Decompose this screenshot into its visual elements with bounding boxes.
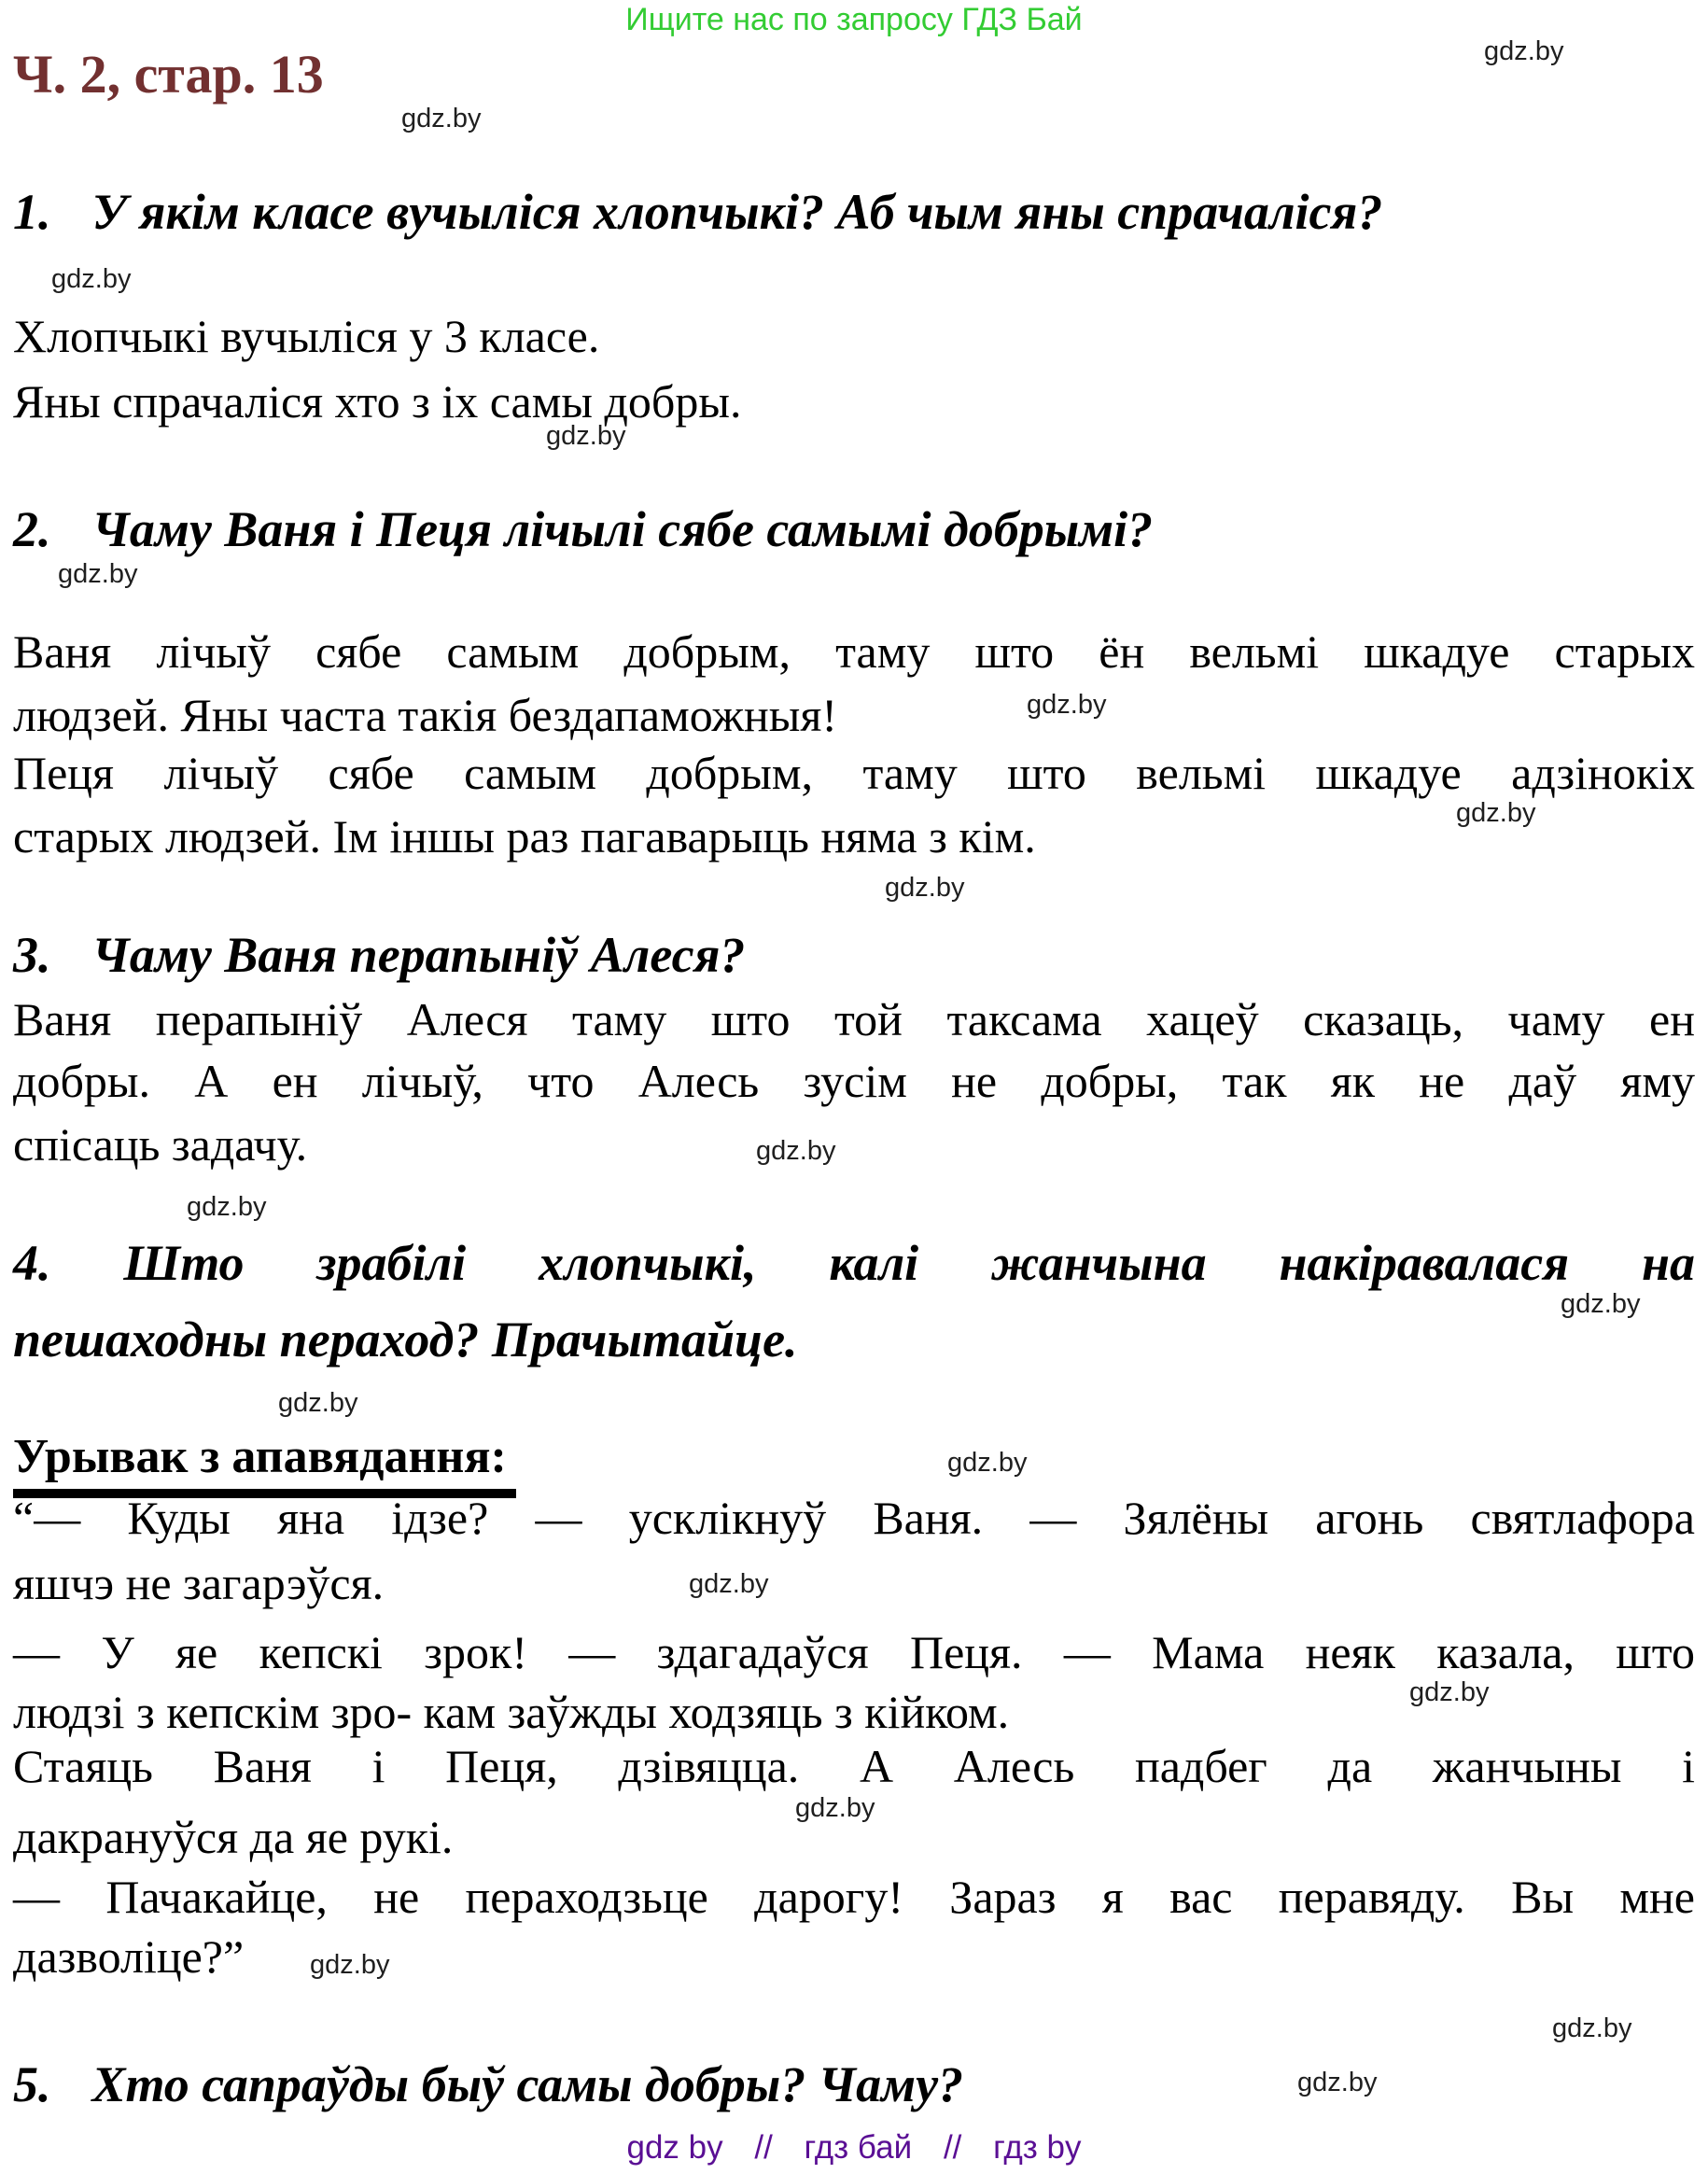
gdz-watermark: gdz.by [1552, 2013, 1632, 2043]
question-3-text: Чаму Ваня перапыніў Алеся? [91, 927, 746, 983]
gdz-watermark: gdz.by [51, 264, 132, 294]
answer-3-line-1: Ваня перапыніў Алеся таму што той таксама хацеў сказаць, чаму ен [13, 993, 1695, 1045]
footer-link-gdz-bai[interactable]: гдз бай [804, 2129, 913, 2166]
gdz-watermark: gdz.by [947, 1448, 1028, 1478]
gdz-watermark: gdz.by [58, 559, 138, 589]
question-1 [13, 183, 1695, 241]
question-3-number: 3. [13, 927, 51, 983]
question-4-line-2: пешаходны пераход? Прачытайце. [13, 1311, 798, 1368]
gdz-watermark: gdz.by [1297, 2068, 1378, 2097]
question-1-number: 1. [13, 184, 51, 240]
answer-2-p2-line-1: Пеця лічыў сябе самым добрым, таму што вельмі шкадуе адзінокіх [13, 747, 1695, 799]
promo-banner: Ищите нас по запросу ГДЗ Бай [625, 2, 1083, 37]
excerpt-p1-line-1: “— Куды яна ідзе? — усклікнуў Ваня. — Зялёны агонь святлафора [13, 1492, 1695, 1544]
answer-1-line-1: Хлопчыкі вучыліся у 3 класе. [13, 310, 600, 362]
gdz-watermark: gdz.by [1561, 1289, 1641, 1319]
gdz-watermark: gdz.by [278, 1388, 358, 1418]
excerpt-p3-line-2: дакрануўся да яе рукі. [13, 1811, 454, 1863]
answer-1-line-2: Яны спрачаліся хто з іх самы добры. [13, 375, 742, 428]
page-footer [0, 2128, 1708, 2167]
gdz-watermark: gdz.by [1456, 798, 1536, 828]
answer-2-p2-line-2: старых людзей. Ім іншы раз пагаварыць няма з кім. [13, 810, 1036, 863]
question-2-number: 2. [13, 501, 51, 557]
gdz-watermark: gdz.by [756, 1136, 836, 1166]
footer-separator: // [943, 2129, 962, 2166]
question-3 [13, 926, 1695, 984]
excerpt-p2-line-1: — У яе кепскі зрок! — здагадаўся Пеця. — Мама неяк казала, што [13, 1626, 1695, 1678]
answer-3-line-2: добры. А ен лічыў, что Алесь зусім не добры, так як не даў яму [13, 1055, 1695, 1107]
gdz-watermark: gdz.by [310, 1950, 390, 1980]
answer-2-p1-line-2: людзей. Яны часта такія бездапаможныя! [13, 689, 838, 741]
page-title: Ч. 2, стар. 13 [13, 44, 324, 105]
gdz-watermark: gdz.by [401, 104, 482, 133]
footer-separator: // [754, 2129, 773, 2166]
question-4-number: 4. [13, 1235, 51, 1291]
question-2-text: Чаму Ваня і Пеця лічылі сябе самымі добрымі? [91, 501, 1154, 557]
excerpt-p1-line-2: яшчэ не загарэўся. [13, 1557, 385, 1609]
question-4-text-line-1: Што зрабілі хлопчыкі, калі жанчына накіравалася на [123, 1235, 1695, 1291]
gdz-watermark: gdz.by [689, 1569, 769, 1599]
excerpt-p3-line-1: Стаяць Ваня і Пеця, дзівяцца. А Алесь падбег да жанчыны і [13, 1740, 1695, 1792]
footer-link-gdz-by[interactable]: gdz by [626, 2129, 723, 2166]
answer-3-line-3: спісаць задачу. [13, 1118, 308, 1171]
answer-2-p1-line-1: Ваня лічыў сябе самым добрым, таму што ён вельмі шкадуе старых [13, 625, 1695, 678]
gdz-watermark: gdz.by [546, 421, 626, 451]
gdz-watermark: gdz.by [1027, 690, 1107, 720]
question-5-number: 5. [13, 2056, 51, 2112]
excerpt-p4-line-1: — Пачакайце, не пераходзьце дарогу! Зараз я вас перавяду. Вы мне [13, 1871, 1695, 1923]
question-1-text: У якім класе вучыліся хлопчыкі? Аб чым яны спрачаліся? [91, 184, 1383, 240]
question-2 [13, 500, 1695, 558]
excerpt-p2-line-2: людзі з кепскім зро- кам заўжды ходзяць з кійком. [13, 1686, 1010, 1738]
excerpt-heading: Урывак з апавядання: [13, 1430, 516, 1498]
gdz-watermark: gdz.by [187, 1192, 267, 1222]
gdz-watermark: gdz.by [885, 873, 965, 903]
gdz-watermark: gdz.by [1409, 1677, 1490, 1707]
footer-link-gdz-by-2[interactable]: гдз by [993, 2129, 1082, 2166]
question-5 [13, 2055, 1695, 2113]
excerpt-p4-line-2: дазволіце?” [13, 1930, 245, 1983]
gdz-watermark: gdz.by [795, 1793, 875, 1823]
question-4-line-1 [13, 1234, 1695, 1292]
gdz-watermark: gdz.by [1484, 36, 1564, 66]
question-5-text: Хто сапраўды быў самы добры? Чаму? [91, 2056, 964, 2112]
